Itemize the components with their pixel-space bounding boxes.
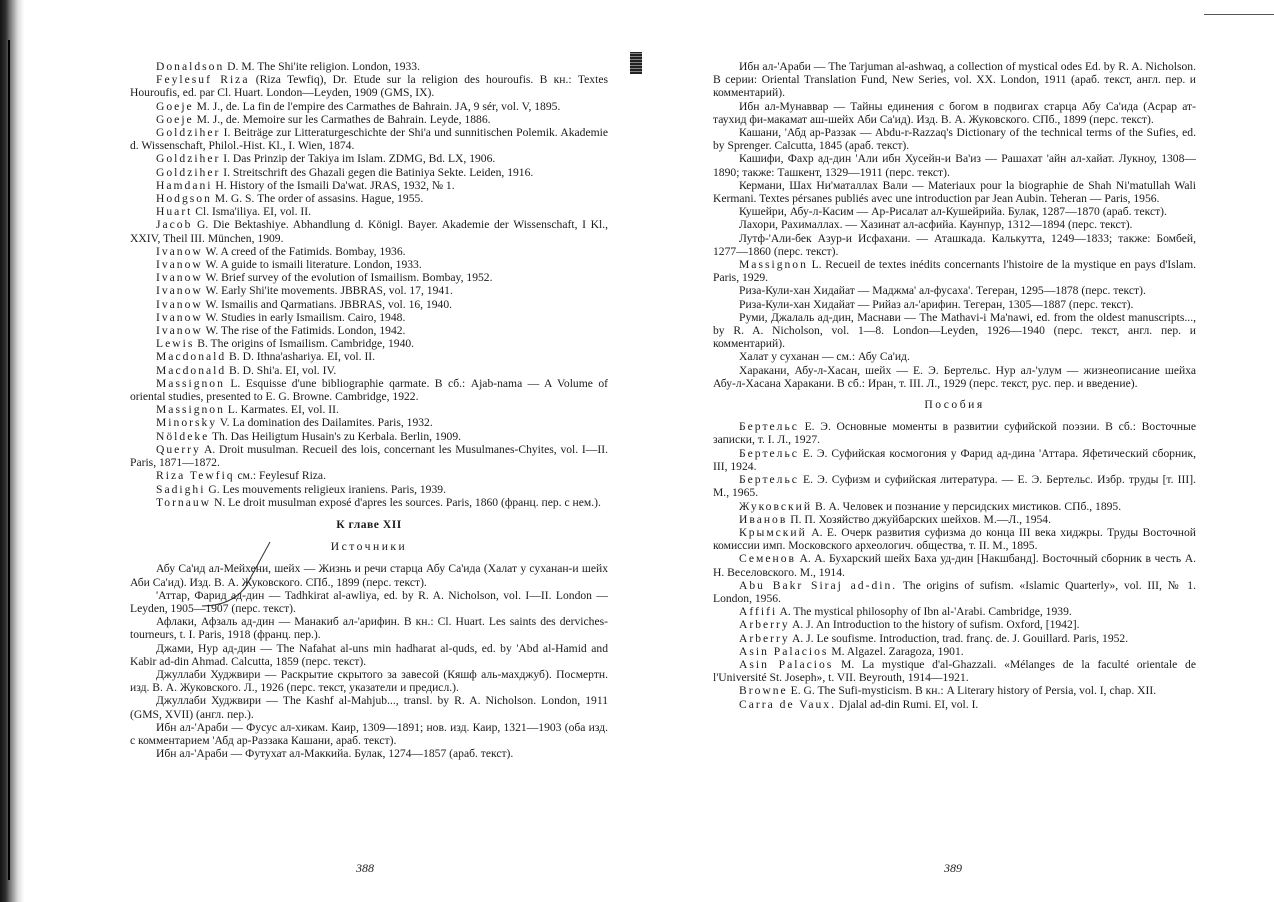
bibliography-entry <box>713 658 1196 684</box>
entry-citation: I. Streitschrift des Ghazali gegen die Batiniya Sekte. Leiden, 1916. <box>220 165 534 179</box>
entry-author: Goldziher <box>156 126 221 140</box>
bibliography-entry <box>130 192 608 205</box>
entry-author: Massignon <box>156 376 225 390</box>
entry-citation: D. M. The Shi'ite religion. London, 1933. <box>224 60 420 73</box>
entry-author: Browne <box>739 684 788 698</box>
bibliography-entry <box>130 350 608 363</box>
source-entry: Халат у суханан — см.: Абу Са'ид. <box>739 350 910 364</box>
entry-citation: Djalal ad-din Rumi. EI, vol. I. <box>836 697 979 711</box>
entry-author: Lewis <box>156 337 195 351</box>
bibliography-entry <box>130 113 608 126</box>
page-number-right: 389 <box>944 861 962 875</box>
source-entry: 'Аттар, Фарид ад-дин — Tadhkirat al-awliya, ed. by R. A. Nicholson, vol. I—II. London — Leyden, 1905—1907 (перс. текст). <box>130 588 608 615</box>
entry-citation: M. J., de. La fin de l'empire des Carmathes de Bahrain. JA, 9 sér, vol. V, 1895. <box>193 99 561 113</box>
bibliography-entry <box>130 337 608 350</box>
entry-author: Ivanow <box>156 310 203 324</box>
entry-author: Бертельс <box>739 446 799 460</box>
entry-author: Ivanow <box>156 324 203 338</box>
book-binding-edge <box>0 0 24 902</box>
entry-author: Arberry <box>739 631 790 645</box>
entry-author: Macdonald <box>156 350 227 364</box>
entry-author: Бертельс <box>739 473 799 487</box>
entry-author: Massignon <box>156 403 225 417</box>
bibliography-entry <box>713 618 1196 631</box>
entry-author: Ivanow <box>156 284 203 298</box>
entry-author: Goeje <box>156 112 194 126</box>
entry-citation: W. The rise of the Fatimids. London, 1942. <box>202 324 406 338</box>
entry-citation: L. Karmates. EI, vol. II. <box>224 403 339 417</box>
entry-author: Семенов <box>739 552 796 566</box>
entry-author: Ivanow <box>156 271 203 285</box>
entry-author: Крымский <box>739 525 807 539</box>
source-entry: Риза-Кули-хан Хидайат — Маджма' ал-фусаха'. Тегеран, 1295—1878 (перс. текст). <box>739 284 1146 298</box>
bibliography-entry <box>713 513 1196 526</box>
entry-citation: G. Die Bektashiye. Abhandlung d. Königl. Bayer. Akademie der Wissenschaft, I Kl., XXIV, Theil III. München, 1909. <box>130 218 608 245</box>
bibliography-entry <box>713 645 1196 658</box>
source-entry: Ибн ал-'Араби — Футухат ал-Маккийа. Булак, 1274—1857 (араб. текст). <box>156 747 514 761</box>
bibliography-entry <box>130 416 608 429</box>
entry-citation: I. Beiträge zur Litteraturgeschichte der Shi'a und sunnitischen Polemik. Akademie d. Wissenschaft, Philol.-Hist. Kl., I. Wien, 1874. <box>130 126 608 153</box>
entry-author: Carra de Vaux. <box>739 697 837 711</box>
bibliography-entry <box>130 166 608 179</box>
aids-list <box>713 420 1196 710</box>
entry-author: Abu Bakr Siraj ad-din. <box>739 578 898 592</box>
bibliography-entry <box>130 100 608 113</box>
bibliography-entry <box>713 684 1196 697</box>
entry-author: Жуковский <box>739 499 813 513</box>
entry-citation: M. G. S. The order of assasins. Hague, 1955. <box>211 192 424 206</box>
right-page <box>713 60 1196 711</box>
source-entry: Руми, Джалаль ад-дин, Маснави — The Mathavi-i Ma'nawi, ed. from the oldest manuscripts..., by R. A. Nicholson, vol. 1—8. London—Leyden, 1926—1940 (перс. текст, англ. пер. и комментарий). <box>713 310 1196 351</box>
bibliography-entry <box>713 500 1196 513</box>
page-edge-line <box>1204 14 1274 15</box>
entry-citation: W. Brief survey of the evolution of Ismailism. Bombay, 1952. <box>202 271 493 285</box>
entry-citation: Е. Э. Суфийская космогония у Фарид ад-дина 'Аттара. Яфетический сборник, III, 1924. <box>713 446 1196 473</box>
bibliography-entry <box>130 271 608 284</box>
left-page <box>130 60 608 760</box>
entry-citation: A. J. An Introduction to the history of sufism. Oxford, [1942]. <box>789 618 1080 632</box>
bibliography-entry <box>713 698 1196 711</box>
entry-author: Affifi <box>739 605 778 619</box>
bibliography-entry <box>130 324 608 337</box>
entry-author: Querry <box>156 442 201 456</box>
entry-citation: M. La mystique d'al-Ghazzali. «Mélanges de la faculté orientale de l'Université St. Joseph», t. VII. Beyrouth, 1914—1921. <box>713 657 1196 685</box>
source-entry: Кермани, Шах Ни'маталлах Вали — Materiaux pour la biographie de Shah Ni'matullah Wali Kermani. Textes pérsanes publiés avec une introduction par Jean Aubin. Teheran — Paris, 1956. <box>713 178 1196 206</box>
entry-citation: Е. Э. Основные моменты в развитии суфийской поэзии. В сб.: Восточные записки, т. I. Л., 1927. <box>713 420 1196 447</box>
bibliography-entry <box>130 73 608 99</box>
entry-author: Goldziher <box>156 152 221 166</box>
bibliography-entry <box>713 447 1196 473</box>
source-entry: Риза-Кули-хан Хидайат — Рийаз ал-'арифин. Тегеран, 1305—1887 (перс. текст). <box>739 297 1134 311</box>
entry-citation: А. А. Бухарский шейх Баха уд-дин [Накшбанд]. Восточный сборник в честь А. Н. Веселовского. М., 1914. <box>713 552 1196 579</box>
entry-citation: A. Droit musulman. Recueil des lois, concernant les Musulmanes-Chyites, vol. I—II. Paris, 1871—1872. <box>130 442 608 470</box>
entry-citation: E. G. The Sufi-mysticism. В кн.: A Literary history of Persia, vol. I, chap. XII. <box>787 684 1157 698</box>
entry-author: Asin Palacios <box>739 657 834 671</box>
entry-citation: I. Das Prinzip der Takiya im Islam. ZDMG, Bd. LX, 1906. <box>220 152 496 166</box>
entry-citation: Е. Э. Суфизм и суфийская литература. — Е. Э. Бертельс. Избр. труды [т. III]. М., 1965. <box>713 473 1196 500</box>
entry-citation: G. Les mouvements religieux iraniens. Paris, 1939. <box>205 482 446 496</box>
bibliography-entry <box>130 205 608 218</box>
entry-author: Ivanow <box>156 244 203 258</box>
source-entry: Ибн ал-'Араби — Фусус ал-хикам. Каир, 1309—1891; нов. изд. Каир, 1321—1903 (оба изд. с комментарием 'Абд ар-Раззака Кашани, араб. текст). <box>130 720 608 747</box>
entry-citation: N. Le droit musulman exposé d'apres les sources. Paris, 1860 (франц. пер. с нем.). <box>211 495 601 509</box>
bibliography-entry <box>130 152 608 165</box>
entry-author: Feylesuf Riza <box>156 73 250 87</box>
entry-citation: W. Early Shi'ite movements. JBBRAS, vol. 17, 1941. <box>202 284 453 298</box>
entry-author: Minorsky <box>156 416 218 430</box>
entry-citation: W. A guide to ismaili literature. London, 1933. <box>202 258 422 272</box>
bibliography-entry <box>130 298 608 311</box>
entry-citation: A. J. Le soufisme. Introduction, trad. franç. de. J. Gouillard. Paris, 1952. <box>789 631 1129 645</box>
entry-citation: H. History of the Ismaili Da'wat. JRAS, 1932, № 1. <box>212 178 455 192</box>
bibliography-entry <box>130 126 608 152</box>
bibliography-entry <box>130 483 608 496</box>
entry-citation: А. Е. Очерк развития суфизма до конца III века хиджры. Труды Восточной комиссии имп. Московского археологич. общества, т. II. М., 1895. <box>713 525 1196 553</box>
bibliography-list <box>130 60 608 509</box>
entry-author: Arberry <box>739 618 790 632</box>
entry-citation: A. The mystical philosophy of Ibn al-'Arabi. Cambridge, 1939. <box>777 605 1072 619</box>
bibliography-entry <box>130 179 608 192</box>
bibliography-entry <box>713 605 1196 618</box>
bibliography-entry <box>130 60 608 73</box>
entry-citation: L. Esquisse d'une bibliographie qarmate. В сб.: Ajab-nama — A Volume of oriental studies, presented to E. G. Browne. Cambridge, 1922. <box>130 376 608 404</box>
entry-author: Иванов <box>739 512 788 526</box>
source-entry: Джами, Нур ад-дин — The Nafahat al-uns min hadharat al-quds, ed. by 'Abd al-Hamid and Kabir ad-din Ahmad. Calcutta, 1859 (перс. текст). <box>130 641 608 668</box>
entry-citation: B. The origins of Ismailism. Cambridge, 1940. <box>194 337 415 351</box>
entry-citation: см.: Feylesuf Riza. <box>234 469 326 483</box>
entry-author: Goeje <box>156 99 194 113</box>
entry-author: Jacob <box>156 218 193 232</box>
entry-author: Hodgson <box>156 192 212 206</box>
bibliography-entry <box>130 364 608 377</box>
entry-author: Sadighi <box>156 482 206 496</box>
sources-list-continued <box>713 60 1196 258</box>
bibliography-entry <box>130 443 608 469</box>
section-subheading: Источники <box>330 540 408 554</box>
entry-citation: W. A creed of the Fatimids. Bombay, 1936. <box>202 244 406 258</box>
sources-list <box>130 562 608 760</box>
entry-citation: B. D. Ithna'ashariya. EI, vol. II. <box>226 350 376 364</box>
entry-citation: В. А. Человек и познание у персидских мистиков. СПб., 1895. <box>812 499 1122 513</box>
entry-author: Hamdani <box>156 178 213 192</box>
source-entry: Ибн ал-Мунаввар — Тайны единения с богом в подвигах старца Абу Са'ида (Асрар ат-таухид фи-макамат аш-шейх Аби Са'ид). Изд. В. А. Жуковского. СПб., 1899 (перс. текст). <box>713 99 1196 126</box>
bibliography-entry <box>130 245 608 258</box>
sources-list-continued-2 <box>713 284 1196 390</box>
entry-author: Nöldeke <box>156 429 210 443</box>
bibliography-entry <box>713 420 1196 446</box>
bibliography-entry <box>130 496 608 509</box>
entry-author: Tornauw <box>156 495 212 509</box>
entry-citation: П. П. Хозяйство джуйбарских шейхов. М.—Л., 1954. <box>787 512 1052 526</box>
bibliography-entry <box>713 632 1196 645</box>
section-subheading: Пособия <box>924 398 985 412</box>
entry-citation: The origins of sufism. «Islamic Quarterly», vol. III, № 1. London, 1956. <box>713 578 1196 605</box>
bibliography-entry <box>713 552 1196 578</box>
entry-citation: B. D. Shi'a. EI, vol. IV. <box>226 363 337 377</box>
entry-citation: M. Algazel. Zaragoza, 1901. <box>828 644 964 658</box>
bibliography-entry <box>130 258 608 271</box>
gutter-scan-mark <box>630 52 642 74</box>
bibliography-entry <box>130 311 608 324</box>
entry-author: Riza Tewfiq <box>156 469 235 483</box>
source-entry: Кашифи, Фахр ад-дин 'Али ибн Хусейн-и Ва'из — Рашахат 'айн ал-хайат. Лукноу, 1308—1890; также: Ташкент, 1329—1911 (перс. текст). <box>713 152 1196 179</box>
entry-author: Goldziher <box>156 165 221 179</box>
bibliography-entry <box>130 377 608 403</box>
source-entry: Джуллаби Худжвири — Раскрытие скрытого за завесой (Кяшф аль-махджуб). Посмертн. изд. В. А. Жуковского. Л., 1926 (перс. текст, указатели и предисл.). <box>130 667 608 695</box>
source-entry: Афлаки, Афзаль ад-дин — Манакиб ал-'арифин. В кн.: Cl. Huart. Les saints des derviches-tourneurs, t. I. Paris, 1918 (франц. пер.). <box>130 615 608 642</box>
bibliography-entry <box>130 430 608 443</box>
bibliography-entry <box>713 526 1196 552</box>
source-entry: Кушейри, Абу-л-Касим — Ар-Рисалат ал-Кушейрийа. Булак, 1287—1870 (араб. текст). <box>739 205 1167 219</box>
bibliography-entry <box>713 473 1196 499</box>
source-entry: Лутф-'Али-бек Азур-и Исфахани. — Аташкада. Калькутта, 1249—1833; также: Бомбей, 1277—1860 (перс. текст). <box>713 231 1196 258</box>
source-entry: Кашани, 'Абд ар-Раззак — Abdu-r-Razzaq's Dictionary of the technical terms of the Sufies, ed. by Sprenger. Calcutta, 1845 (араб. текст). <box>713 126 1196 153</box>
bibliography-entry <box>713 579 1196 605</box>
section-heading: К главе XII <box>336 517 402 531</box>
source-entry: Абу Са'ид ал-Мейхени, шейх — Жизнь и речи старца Абу Са'ида (Халат у суханан-и шейх Аби Са'ид). Изд. В. А. Жуковского. СПб., 1899 (перс. текст). <box>130 562 608 589</box>
entry-citation: M. J., de. Memoire sur les Carmathes de Bahrain. Leyde, 1886. <box>193 112 491 126</box>
source-entry: Джуллаби Худжвири — The Kashf al-Mahjub..., transl. by R. A. Nicholson. London, 1911 (GMS, XVII) (англ. пер.). <box>130 694 608 721</box>
bibliography-entry <box>130 218 608 244</box>
source-entry: Лахори, Рахималлах. — Хазинат ал-асфийа. Каунпур, 1312—1894 (перс. текст). <box>739 218 1133 232</box>
entry-citation: W. Ismailis and Qarmatians. JBBRAS, vol. 16, 1940. <box>202 297 453 311</box>
entry-author: Asin Palacios <box>739 644 829 658</box>
bibliography-entry <box>130 469 608 482</box>
entry-author: Donaldson <box>156 60 225 73</box>
entry-citation: Cl. Isma'iliya. EI, vol. II. <box>192 205 312 219</box>
bibliography-entry <box>130 284 608 297</box>
entry-citation: (Riza Tewfiq), Dr. Etude sur la religion des houroufis. В кн.: Textes Hourоufis, ed. par Cl. Huart. London—Leyden, 1909 (GMS, IX). <box>130 73 608 100</box>
entry-citation: W. Studies in early Ismailism. Cairo, 1948. <box>202 310 406 324</box>
source-entry: Ибн ал-'Араби — The Tarjuman al-ashwaq, a collection of mystical odes Ed. by R. A. Nicholson. В серии: Oriental Translation Fund, New Series, vol. XX. London, 1911 (араб. текст, англ. пер. и комментарий). <box>713 60 1196 100</box>
entry-citation: V. La domination des Dailamites. Paris, 1932. <box>217 416 433 430</box>
entry-author: Ivanow <box>156 258 203 272</box>
bibliography-entry <box>130 403 608 416</box>
entry-citation: Th. Das Heiligtum Husain's zu Kerbala. Berlin, 1909. <box>209 429 462 443</box>
entry-author: Ivanow <box>156 297 203 311</box>
entry-author: Huart <box>156 205 193 219</box>
source-entry: Харакани, Абу-л-Хасан, шейх — Е. Э. Бертельс. Нур ал-'улум — жизнеописание шейха Абу-л-Хасана Харакани. В сб.: Иран, т. III. Л., 1929 (перс. текст, рус. пер. и введение). <box>713 363 1196 390</box>
entry-author: Бертельс <box>739 420 799 434</box>
entry-author: Macdonald <box>156 363 227 377</box>
page-number-left: 388 <box>356 861 374 875</box>
bibliography-entry: Massignon L. Recueil de textes inédits concernants l'histoire de la mystique en pays d'Islam. Paris, 1929. <box>713 258 1196 285</box>
